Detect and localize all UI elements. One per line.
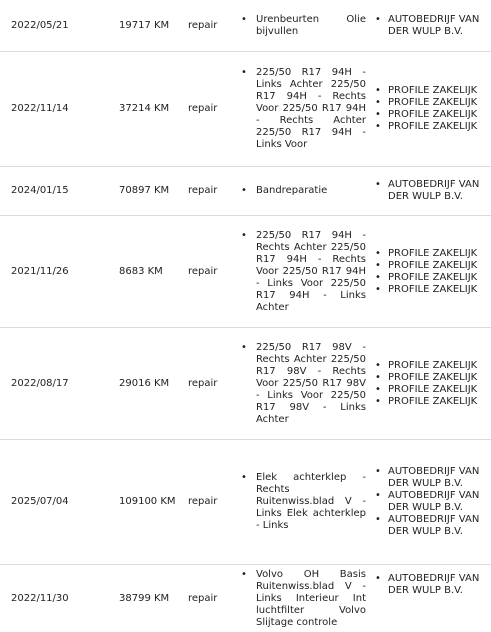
garage-item: • AUTOBEDRIJF VAN DER WULP B.V.	[374, 490, 486, 514]
garage-item: • PROFILE ZAKELIJK	[374, 260, 486, 272]
garage-item: • AUTOBEDRIJF VAN DER WULP B.V.	[374, 179, 486, 203]
table-row	[0, 52, 491, 167]
row-date: 2022/08/17	[11, 377, 69, 389]
row-date: 2022/11/14	[11, 103, 69, 114]
work-item: • 225/50 R17 98V - Rechts Achter 225/50 R17 98V - Rechts Voor 225/50 R17 98V - Links Voor 225/50 R17 98V - Links Achter	[240, 342, 366, 426]
work-list	[240, 14, 366, 38]
garage-item: • AUTOBEDRIJF VAN DER WULP B.V.	[374, 466, 486, 490]
row-type: repair	[188, 19, 218, 31]
row-date: 2025/07/04	[11, 496, 69, 507]
row-type: repair	[188, 377, 218, 389]
table-row	[0, 440, 491, 565]
table-row	[0, 565, 491, 632]
table-row	[0, 167, 491, 216]
garage-list	[374, 573, 486, 597]
garage-list	[374, 248, 486, 296]
table-row	[0, 216, 491, 328]
row-mileage: 19717 KM	[119, 19, 170, 31]
table-row	[0, 328, 491, 440]
garage-item: • PROFILE ZAKELIJK	[374, 360, 486, 372]
work-list	[240, 67, 366, 151]
garage-item: • PROFILE ZAKELIJK	[374, 121, 486, 133]
row-mileage: 38799 KM	[119, 592, 170, 604]
row-type: repair	[188, 185, 218, 196]
work-item: • Bandreparatie	[240, 185, 366, 197]
row-type: repair	[188, 592, 218, 604]
row-date: 2022/05/21	[11, 19, 69, 31]
row-type: repair	[188, 496, 218, 507]
table-row	[0, 0, 491, 52]
work-list	[240, 230, 366, 314]
work-list	[240, 185, 366, 197]
garage-item: • PROFILE ZAKELIJK	[374, 372, 486, 384]
garage-list	[374, 179, 486, 203]
work-list	[240, 472, 366, 532]
garage-item: • PROFILE ZAKELIJK	[374, 284, 486, 296]
garage-item: • AUTOBEDRIJF VAN DER WULP B.V.	[374, 14, 486, 38]
garage-item: • PROFILE ZAKELIJK	[374, 97, 486, 109]
garage-item: • AUTOBEDRIJF VAN DER WULP B.V.	[374, 514, 486, 538]
garage-item: • PROFILE ZAKELIJK	[374, 248, 486, 260]
garage-item: • PROFILE ZAKELIJK	[374, 109, 486, 121]
garage-list	[374, 360, 486, 408]
garage-item: • PROFILE ZAKELIJK	[374, 272, 486, 284]
work-list	[240, 342, 366, 426]
row-date: 2022/11/30	[11, 592, 69, 604]
garage-item: • PROFILE ZAKELIJK	[374, 396, 486, 408]
work-item: • 225/50 R17 94H - Links Achter 225/50 R17 94H - Rechts Voor 225/50 R17 94H - Rechts Achter 225/50 R17 94H - Links Voor	[240, 67, 366, 151]
row-mileage: 70897 KM	[119, 185, 170, 196]
row-mileage: 8683 KM	[119, 265, 163, 277]
work-item: • Urenbeurten Olie bijvullen	[240, 14, 366, 38]
row-type: repair	[188, 265, 218, 277]
row-type: repair	[188, 103, 218, 114]
work-item: • Volvo OH Basis Ruitenwiss.blad V - Links Interieur Int luchtfilter Volvo Slijtage controle	[240, 569, 366, 629]
work-item: • Elek achterklep - Rechts Ruitenwiss.blad V - Links Elek achterklep - Links	[240, 472, 366, 532]
row-mileage: 109100 KM	[119, 496, 176, 507]
row-mileage: 37214 KM	[119, 103, 170, 114]
work-item: • 225/50 R17 94H - Rechts Achter 225/50 R17 94H - Rechts Voor 225/50 R17 94H - Links Voor 225/50 R17 94H - Links Achter	[240, 230, 366, 314]
garage-item: • AUTOBEDRIJF VAN DER WULP B.V.	[374, 573, 486, 597]
garage-item: • PROFILE ZAKELIJK	[374, 85, 486, 97]
row-date: 2024/01/15	[11, 185, 69, 196]
garage-list	[374, 14, 486, 38]
row-mileage: 29016 KM	[119, 377, 170, 389]
garage-list	[374, 466, 486, 538]
garage-list	[374, 85, 486, 133]
garage-item: • PROFILE ZAKELIJK	[374, 384, 486, 396]
work-list	[240, 569, 366, 629]
row-date: 2021/11/26	[11, 265, 69, 277]
